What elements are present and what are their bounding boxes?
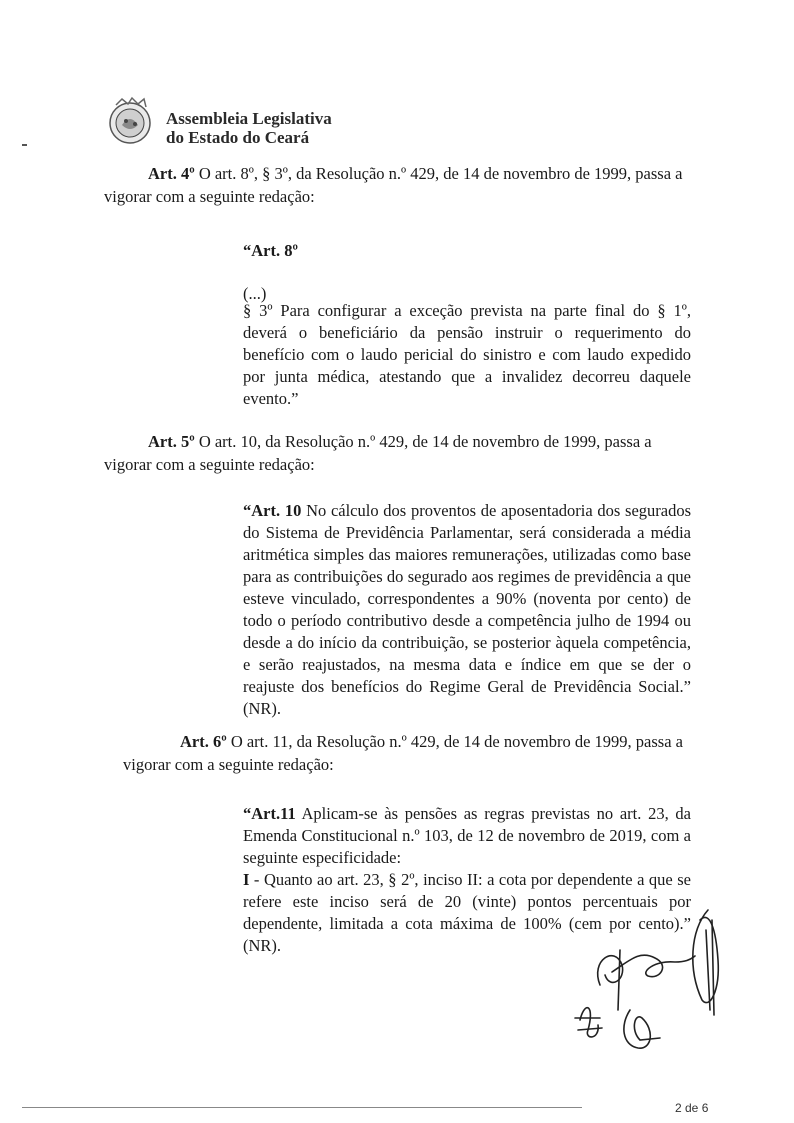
page-number: 2 de 6 xyxy=(675,1101,709,1115)
art6-quote xyxy=(243,803,691,869)
art6-text-line2: vigorar com a seguinte redação: xyxy=(123,755,334,774)
art5-quote-label: “Art. 10 xyxy=(243,501,302,520)
art4-label: Art. 4º xyxy=(148,164,195,183)
coat-of-arms-icon xyxy=(104,95,156,147)
art4-line1 xyxy=(148,163,688,185)
institution-line-2: do Estado do Ceará xyxy=(166,128,310,147)
art6-item-text: - Quanto ao art. 23, § 2º, inciso II: a cota por dependente a que se refere este inciso será de 20 (vinte) pontos percentuais por dependente, limitada a cota máxima de 100% (cem por cento).” (NR). xyxy=(243,870,691,955)
art6-line1 xyxy=(180,731,690,753)
art5-text-line1: O art. 10, da Resolução n.º 429, de 14 de novembro de 1999, passa a xyxy=(194,432,652,451)
art5-line1 xyxy=(148,431,688,453)
institution-name xyxy=(166,109,332,147)
footer-rule xyxy=(22,1107,582,1108)
art6-label: Art. 6º xyxy=(180,732,227,751)
handwritten-initials xyxy=(560,890,740,1060)
art4-quote-paragraph: § 3º Para configurar a exceção prevista na parte final do § 1º, deverá o beneficiário da pensão instruir o requerimento do benefício com o laudo pericial do sinistro e com laudo expedido por junta médica, atestando que a invalidez decorreu daquele evento.” xyxy=(243,301,691,408)
art6-quote-label: “Art.11 xyxy=(243,804,296,823)
margin-mark xyxy=(22,144,27,146)
art4-text-line1: O art. 8º, § 3º, da Resolução n.º 429, de 14 de novembro de 1999, passa a xyxy=(194,164,683,183)
art4-quote-ellipsis: (...) xyxy=(243,284,267,303)
art6-quote-text: Aplicam-se às pensões as regras previstas no art. 23, da Emenda Constitucional n.º 103, de 12 de novembro de 2019, com a seguinte especificidade: xyxy=(243,804,691,867)
art5-label: Art. 5º xyxy=(148,432,195,451)
institution-line-1: Assembleia Legislativa xyxy=(166,109,332,128)
art6-item-label: I xyxy=(243,870,250,889)
art5-quote xyxy=(243,500,691,720)
art6-text-line1: O art. 11, da Resolução n.º 429, de 14 de novembro de 1999, passa a xyxy=(226,732,683,751)
art4-text-line2: vigorar com a seguinte redação: xyxy=(104,187,315,206)
art5-text-line2: vigorar com a seguinte redação: xyxy=(104,455,315,474)
art5-quote-text: No cálculo dos proventos de aposentadoria dos segurados do Sistema de Previdência Parlamentar, será considerada a média aritmética simples das maiores remunerações, utilizadas como base para as contribuições do segurado aos regimes de previdência a que esteve vinculado, correspondentes a 90% (noventa por cento) de todo o período contributivo desde a competência julho de 1994 ou desde a do início da contribuição, se posterior àquela competência, e serão reajustados, na mesma data e índice em que se der o reajuste dos benefícios do Regime Geral de Previdência Social.” (NR). xyxy=(243,501,692,718)
art4-quote-open: “Art. 8º xyxy=(243,241,298,260)
